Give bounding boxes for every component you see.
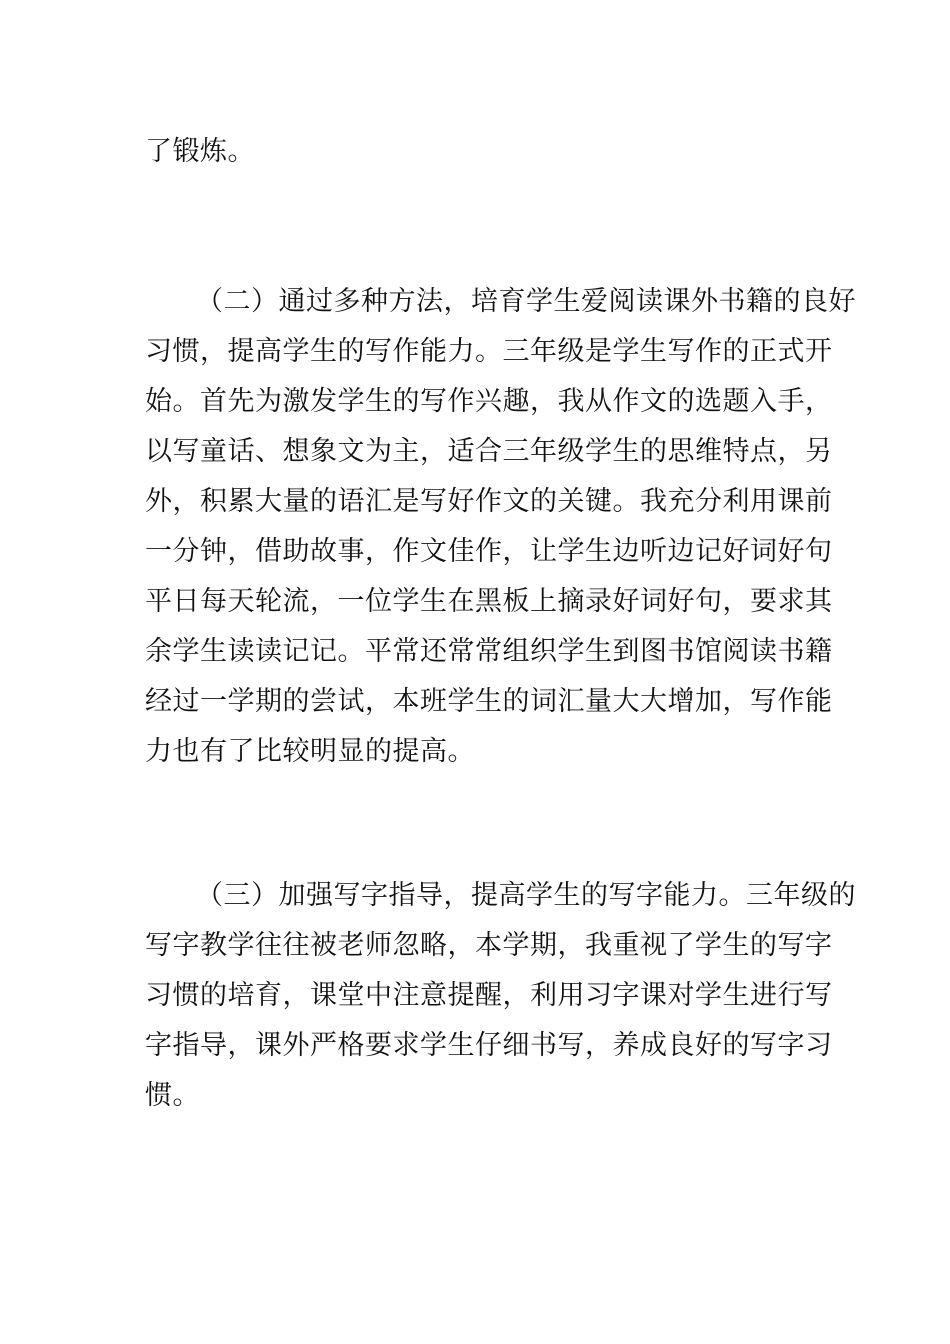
paragraph-2-line-2: 习惯，提高学生的写作能力。三年级是学生写作的正式开 — [145, 336, 833, 367]
paragraph-2-line-8: 余学生读读记记。平常还常常组织学生到图书馆阅读书籍 — [145, 636, 833, 667]
paragraph-3-line-1: （三）加强写字指导，提高学生的写字能力。三年级的 — [196, 880, 856, 911]
paragraph-2-line-9: 经过一学期的尝试，本班学生的词汇量大大增加，写作能 — [145, 686, 833, 717]
paragraph-2-line-1: （二）通过多种方法，培育学生爱阅读课外书籍的良好 — [196, 286, 856, 317]
paragraph-2-line-4: 以写童话、想象文为主，适合三年级学生的思维特点，另 — [145, 436, 833, 467]
paragraph-3-line-3: 习惯的培育，课堂中注意提醒，利用习字课对学生进行写 — [145, 980, 833, 1011]
paragraph-1-line-1: 了锻炼。 — [145, 136, 255, 167]
paragraph-2-line-6: 一分钟，借助故事，作文佳作，让学生边听边记好词好句 — [145, 536, 833, 567]
paragraph-3-line-2: 写字教学往往被老师忽略，本学期，我重视了学生的写字 — [145, 930, 833, 961]
paragraph-2-line-7: 平日每天轮流，一位学生在黑板上摘录好词好句，要求其 — [145, 586, 833, 617]
paragraph-2-line-10: 力也有了比较明显的提高。 — [145, 736, 475, 767]
paragraph-3-line-5: 惯。 — [145, 1080, 200, 1111]
paragraph-3-line-4: 字指导，课外严格要求学生仔细书写，养成良好的写字习 — [145, 1030, 833, 1061]
paragraph-2-line-3: 始。首先为激发学生的写作兴趣，我从作文的选题入手， — [145, 386, 833, 417]
paragraph-2-line-5: 外，积累大量的语汇是写好作文的关键。我充分利用课前 — [145, 486, 833, 517]
